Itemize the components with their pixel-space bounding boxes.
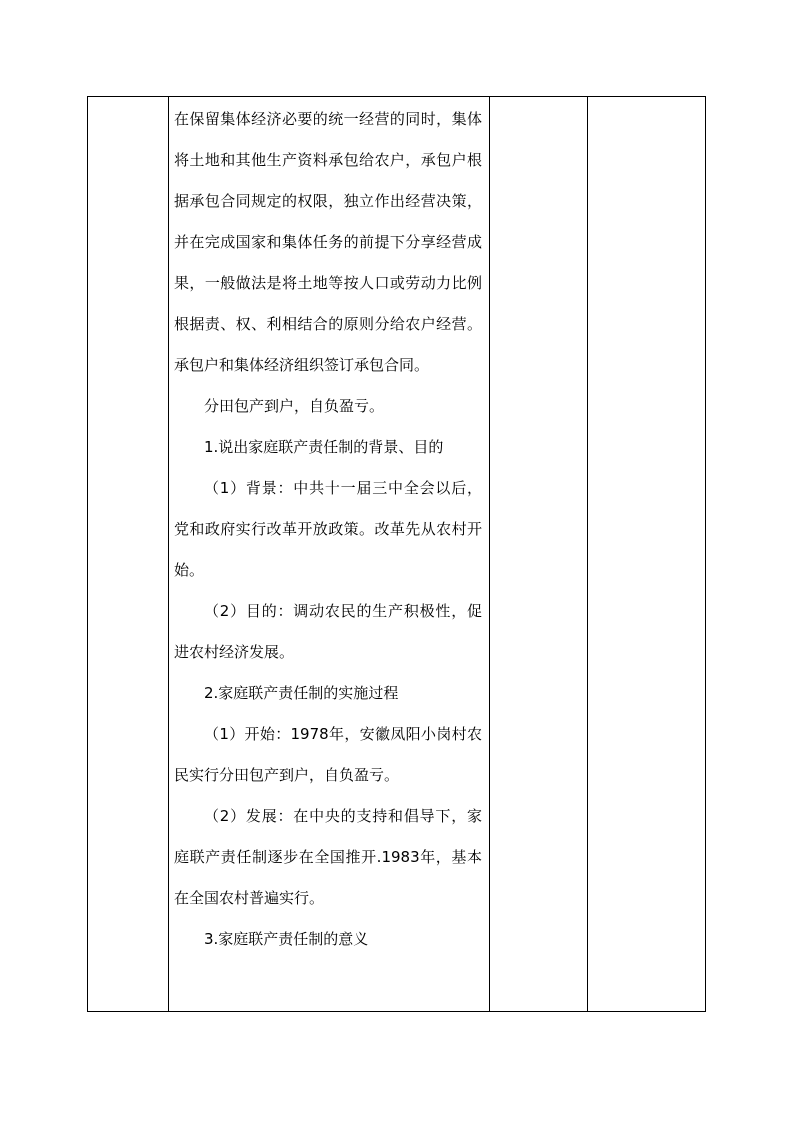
development-paragraph: （2）发展：在中央的支持和倡导下，家庭联产责任制逐步在全国推开.1983年，基本在全国农村普遍实行。 bbox=[174, 807, 482, 907]
start-paragraph: （1）开始：1978年，安徽凤阳小岗村农民实行分田包产到户，自负盈亏。 bbox=[174, 725, 482, 784]
purpose-paragraph: （2）目的：调动农民的生产积极性，促进农村经济发展。 bbox=[174, 602, 482, 661]
section-heading: 3.家庭联产责任制的意义 bbox=[204, 930, 369, 948]
summary-paragraph: 分田包产到户，自负盈亏。 bbox=[204, 397, 385, 415]
content-cell bbox=[168, 97, 490, 960]
section-heading: 1.说出家庭联产责任制的背景、目的 bbox=[204, 438, 444, 456]
column-divider bbox=[587, 97, 588, 1011]
definition-paragraph: 在保留集体经济必要的统一经营的同时，集体将土地和其他生产资料承包给农户，承包户根据承包合同规定的权限，独立作出经营决策，并在完成国家和集体任务的前提下分享经营成果，一般做法是将土地等按人口或劳动力比例根据责、权、利相结合的原则分给农户经营。承包户和集体经济组织签订承包合同。 bbox=[174, 110, 482, 374]
lesson-table bbox=[87, 96, 706, 1012]
section-heading: 2.家庭联产责任制的实施过程 bbox=[204, 684, 399, 702]
background-paragraph: （1）背景：中共十一届三中全会以后，党和政府实行改革开放政策。改革先从农村开始。 bbox=[174, 479, 482, 579]
